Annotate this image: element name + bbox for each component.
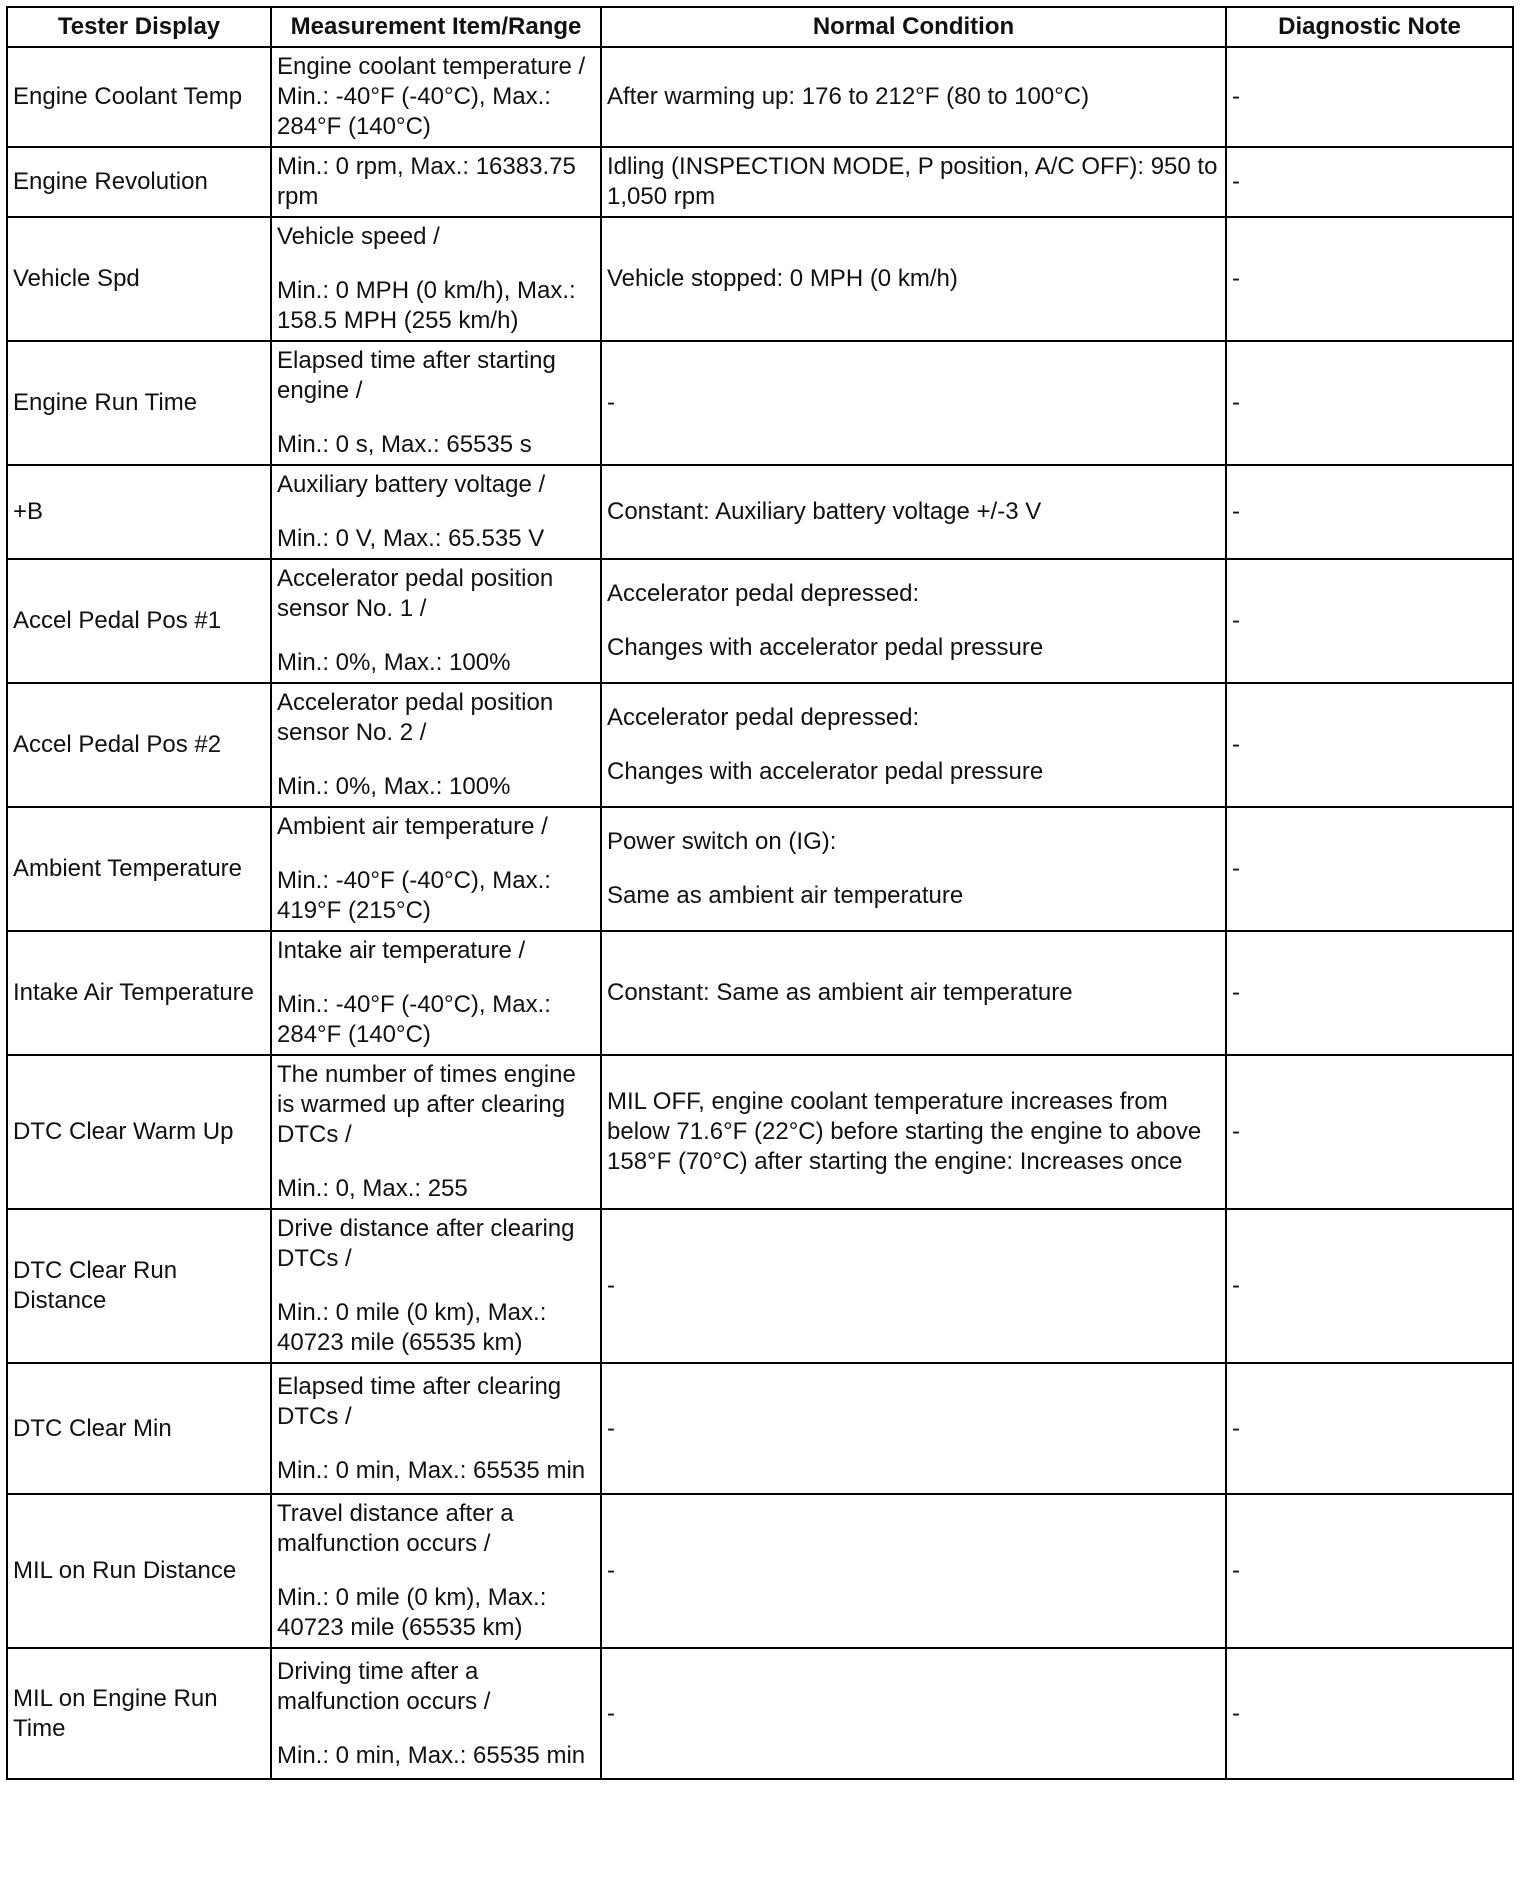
- table-row: [7, 807, 1513, 931]
- diagnostic-note-cell: -: [1226, 465, 1513, 559]
- tester-display-cell: DTC Clear Run Distance: [7, 1209, 271, 1363]
- tester-display-cell: Vehicle Spd: [7, 217, 271, 341]
- condition-text: Changes with accelerator pedal pressure: [607, 758, 1044, 785]
- measurement-text: Min.: 0 min, Max.: 65535 min: [277, 1741, 586, 1769]
- condition-text: -: [607, 1272, 615, 1299]
- measurement-text: The number of times engine is warmed up after clearing DTCs /: [277, 1061, 576, 1148]
- measurement-text: Min.: 0 V, Max.: 65.535 V: [277, 525, 545, 552]
- condition-text: -: [607, 1557, 615, 1584]
- measurement-text: Min.: 0 rpm, Max.: 16383.75 rpm: [277, 153, 576, 210]
- table-row: [7, 217, 1513, 341]
- table-row: [7, 1209, 1513, 1363]
- diagnostic-note-cell: -: [1226, 341, 1513, 465]
- diagnostic-note-cell: -: [1226, 217, 1513, 341]
- tester-display-cell: Ambient Temperature: [7, 807, 271, 931]
- condition-text: -: [607, 389, 615, 416]
- condition-text: Constant: Auxiliary battery voltage +/-3 V: [607, 498, 1042, 525]
- measurement-cell: [271, 1494, 601, 1648]
- table-row: [7, 683, 1513, 807]
- measurement-cell: [271, 559, 601, 683]
- measurement-cell: [271, 807, 601, 931]
- table-row: [7, 1648, 1513, 1779]
- tester-display-cell: Intake Air Temperature: [7, 931, 271, 1055]
- condition-text: Power switch on (IG):: [607, 828, 837, 855]
- diagnostic-note-cell: -: [1226, 147, 1513, 217]
- data-table-container: [6, 6, 1514, 1780]
- measurement-text: Min.: 0 mile (0 km), Max.: 40723 mile (65535 km): [277, 1584, 547, 1641]
- header-normal-condition: Normal Condition: [601, 7, 1226, 47]
- diagnostic-note-cell: -: [1226, 1494, 1513, 1648]
- header-row: [7, 7, 1513, 47]
- measurement-cell: [271, 465, 601, 559]
- measurement-text: Min.: 0 s, Max.: 65535 s: [277, 431, 532, 458]
- measurement-cell: [271, 1055, 601, 1209]
- measurement-cell: [271, 147, 601, 217]
- normal-condition-cell: [601, 47, 1226, 147]
- tester-display-cell: +B: [7, 465, 271, 559]
- measurement-text: Travel distance after a malfunction occurs /: [277, 1500, 514, 1557]
- normal-condition-cell: [601, 217, 1226, 341]
- tester-display-cell: DTC Clear Min: [7, 1363, 271, 1494]
- normal-condition-cell: [601, 1055, 1226, 1209]
- diagnostic-note-cell: -: [1226, 931, 1513, 1055]
- condition-text: Accelerator pedal depressed:: [607, 580, 920, 607]
- condition-text: -: [607, 1699, 615, 1727]
- tester-display-cell: MIL on Engine Run Time: [7, 1648, 271, 1779]
- measurement-cell: [271, 47, 601, 147]
- diagnostic-note-cell: -: [1226, 1648, 1513, 1779]
- measurement-text: Accelerator pedal position sensor No. 2 /: [277, 689, 554, 746]
- measurement-text: Drive distance after clearing DTCs /: [277, 1215, 575, 1272]
- tester-display-cell: Engine Coolant Temp: [7, 47, 271, 147]
- normal-condition-cell: [601, 465, 1226, 559]
- measurement-cell: [271, 1648, 601, 1779]
- normal-condition-cell: [601, 559, 1226, 683]
- normal-condition-cell: [601, 1209, 1226, 1363]
- measurement-text: Engine coolant temperature / Min.: -40°F (-40°C), Max.: 284°F (140°C): [277, 53, 586, 140]
- measurement-cell: [271, 1363, 601, 1494]
- normal-condition-cell: [601, 1363, 1226, 1494]
- table-row: [7, 47, 1513, 147]
- measurement-text: Min.: 0%, Max.: 100%: [277, 773, 511, 800]
- table-row: [7, 465, 1513, 559]
- measurement-cell: [271, 931, 601, 1055]
- condition-text: -: [607, 1414, 615, 1442]
- measurement-text: Elapsed time after starting engine /: [277, 347, 556, 404]
- normal-condition-cell: [601, 147, 1226, 217]
- header-measurement-item: Measurement Item/Range: [271, 7, 601, 47]
- measurement-cell: [271, 683, 601, 807]
- condition-text: Changes with accelerator pedal pressure: [607, 634, 1044, 661]
- diagnostic-note-cell: -: [1226, 559, 1513, 683]
- diagnostic-note-cell: -: [1226, 683, 1513, 807]
- header-tester-display: Tester Display: [7, 7, 271, 47]
- normal-condition-cell: [601, 341, 1226, 465]
- measurement-text: Ambient air temperature /: [277, 813, 548, 840]
- tester-display-cell: Accel Pedal Pos #2: [7, 683, 271, 807]
- measurement-text: Min.: 0, Max.: 255: [277, 1175, 468, 1202]
- diagnostic-note-cell: -: [1226, 1055, 1513, 1209]
- measurement-cell: [271, 1209, 601, 1363]
- data-list-table: [6, 6, 1514, 1780]
- measurement-cell: [271, 217, 601, 341]
- normal-condition-cell: [601, 931, 1226, 1055]
- measurement-text: Accelerator pedal position sensor No. 1 /: [277, 565, 554, 622]
- condition-text: After warming up: 176 to 212°F (80 to 100°C): [607, 83, 1090, 110]
- measurement-text: Min.: 0 mile (0 km), Max.: 40723 mile (65535 km): [277, 1299, 547, 1356]
- condition-text: Vehicle stopped: 0 MPH (0 km/h): [607, 265, 958, 292]
- diagnostic-note-cell: -: [1226, 47, 1513, 147]
- tester-display-cell: DTC Clear Warm Up: [7, 1055, 271, 1209]
- tester-display-cell: Accel Pedal Pos #1: [7, 559, 271, 683]
- normal-condition-cell: [601, 807, 1226, 931]
- diagnostic-note-cell: -: [1226, 1363, 1513, 1494]
- table-row: [7, 1055, 1513, 1209]
- diagnostic-note-cell: -: [1226, 807, 1513, 931]
- measurement-text: Vehicle speed /: [277, 223, 440, 250]
- measurement-text: Driving time after a malfunction occurs /: [277, 1657, 491, 1715]
- normal-condition-cell: [601, 683, 1226, 807]
- measurement-cell: [271, 341, 601, 465]
- normal-condition-cell: [601, 1494, 1226, 1648]
- measurement-text: Min.: 0%, Max.: 100%: [277, 649, 511, 676]
- measurement-text: Min.: 0 min, Max.: 65535 min: [277, 1456, 586, 1484]
- table-row: [7, 1494, 1513, 1648]
- table-row: [7, 931, 1513, 1055]
- tester-display-cell: Engine Revolution: [7, 147, 271, 217]
- condition-text: Same as ambient air temperature: [607, 882, 964, 909]
- measurement-text: Min.: -40°F (-40°C), Max.: 284°F (140°C): [277, 991, 551, 1048]
- measurement-text: Intake air temperature /: [277, 937, 526, 964]
- measurement-text: Min.: -40°F (-40°C), Max.: 419°F (215°C): [277, 867, 551, 924]
- header-diagnostic-note: Diagnostic Note: [1226, 7, 1513, 47]
- table-row: [7, 147, 1513, 217]
- table-header: [7, 7, 1513, 47]
- condition-text: Idling (INSPECTION MODE, P position, A/C OFF): 950 to 1,050 rpm: [607, 153, 1218, 210]
- normal-condition-cell: [601, 1648, 1226, 1779]
- condition-text: MIL OFF, engine coolant temperature increases from below 71.6°F (22°C) before starting the engine to above 158°F (70°C) after starting the engine: Increases once: [607, 1088, 1202, 1175]
- tester-display-cell: Engine Run Time: [7, 341, 271, 465]
- table-row: [7, 341, 1513, 465]
- table-row: [7, 559, 1513, 683]
- measurement-text: Elapsed time after clearing DTCs /: [277, 1372, 562, 1430]
- tester-display-cell: MIL on Run Distance: [7, 1494, 271, 1648]
- table-body: [7, 47, 1513, 1779]
- condition-text: Constant: Same as ambient air temperature: [607, 979, 1073, 1006]
- diagnostic-note-cell: -: [1226, 1209, 1513, 1363]
- measurement-text: Min.: 0 MPH (0 km/h), Max.: 158.5 MPH (255 km/h): [277, 277, 576, 334]
- condition-text: Accelerator pedal depressed:: [607, 704, 920, 731]
- table-row: [7, 1363, 1513, 1494]
- measurement-text: Auxiliary battery voltage /: [277, 471, 546, 498]
